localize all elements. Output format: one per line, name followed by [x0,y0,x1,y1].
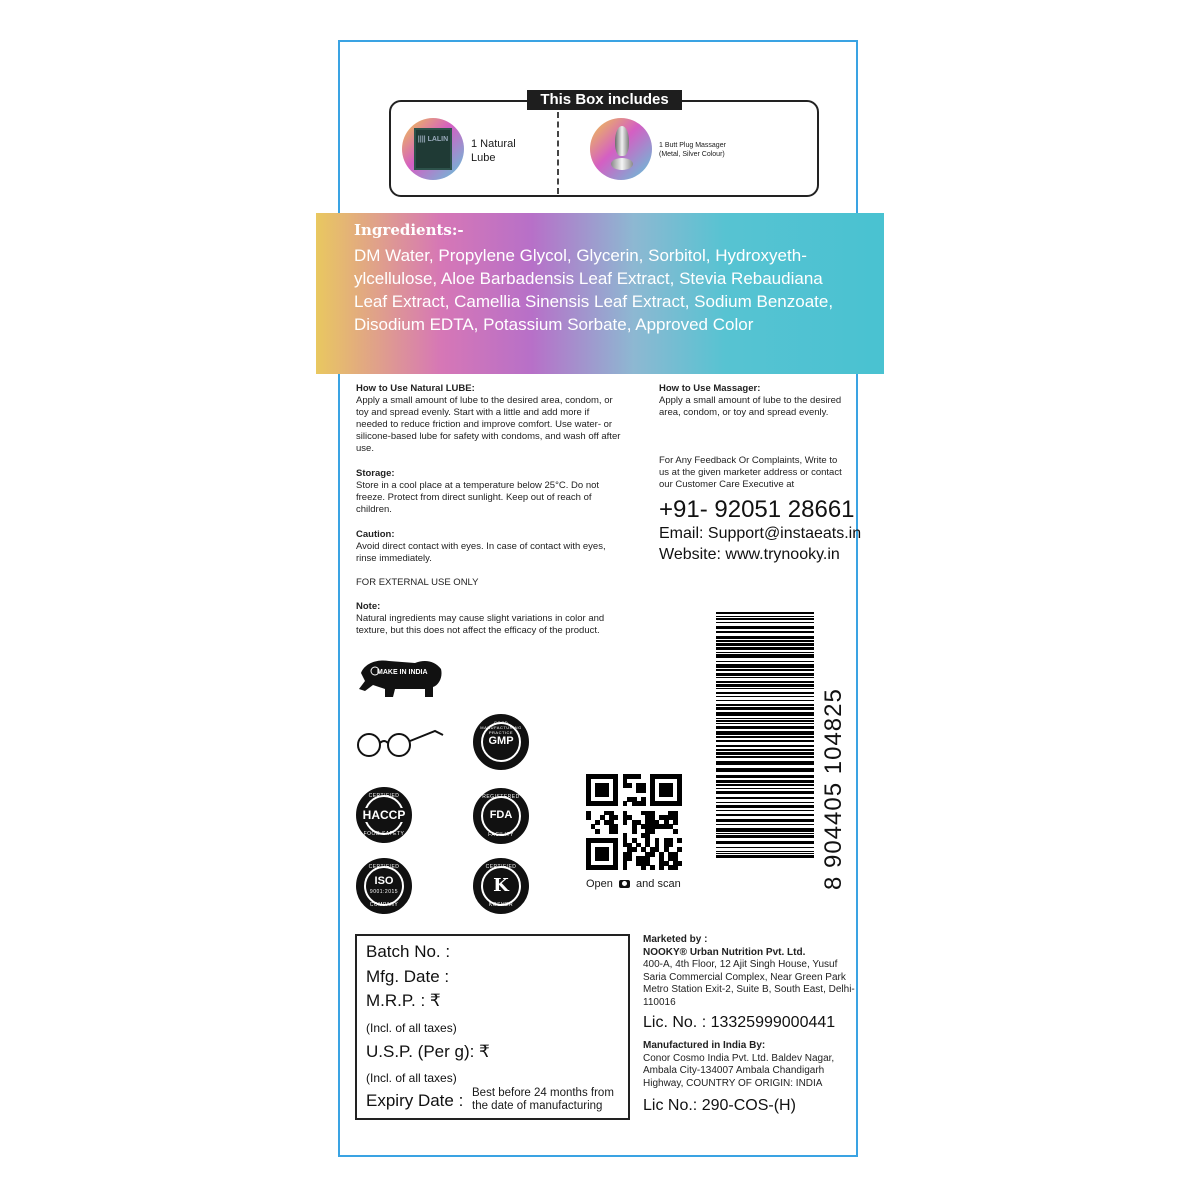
barcode-bar [716,673,814,676]
iso-badge-top: CERTIFIED [368,864,400,870]
mrp-incl-taxes: (Incl. of all taxes) [366,1021,457,1035]
batch-no: Batch No. : [366,942,451,961]
caution-text: Avoid direct contact with eyes. In case of contact with eyes, rinse immediately. [356,541,606,564]
barcode-bar [716,640,814,642]
lube-pack-text: |||| LALIN [417,136,449,143]
customer-care-phone: +91- 92051 28661 [659,496,855,523]
barcode-bar [716,740,814,742]
fda-badge [473,788,529,844]
qr-module [673,820,678,825]
barcode-bar [716,626,814,629]
iso-badge-bottom: COMPANY [369,902,399,908]
manufacturer-lic-no: Lic No.: 290-COS-(H) [643,1097,796,1114]
barcode-bar [716,749,814,751]
barcode-bar [716,661,814,662]
barcode-bar [716,700,814,701]
box-includes-divider [557,112,559,194]
barcode-bar [716,768,814,772]
barcode-bar [716,810,814,811]
qr-module [668,792,673,797]
massager-thumbnail [590,118,652,180]
ingredients-text: DM Water, Propylene Glycol, Glycerin, Sorbitol, Hydroxyethylcellulose, Aloe Barbadensis Leaf Extract, Stevia Rebaudiana Leaf Extract, Camellia Sinensis Leaf Extract, Sodium Benzoate, Disodium EDTA, Potassium Sorbate, Approved Color [354,246,834,334]
barcode-bar [716,622,814,623]
barcode-bar [716,756,814,758]
qr-module [668,843,673,848]
barcode-bar [716,802,814,803]
barcode-bar [716,835,814,838]
qr-module [595,820,600,825]
mfg-date: Mfg. Date : [366,967,450,986]
barcode-bar [716,696,814,697]
camera-icon [619,880,630,888]
plug-icon [615,126,629,172]
barcode [716,612,814,860]
note-text: Natural ingredients may cause slight variations in color and texture, but this does not affect the efficacy of the product. [356,613,605,636]
qr-module [673,829,678,834]
barcode-bar [716,731,814,735]
barcode-number: 8 904405 104825 [820,688,847,890]
how-to-use-massager-title: How to Use Massager: [659,383,761,394]
barcode-bar [716,780,814,783]
barcode-bar [716,841,814,844]
marketed-by-title: Marketed by : [643,934,708,945]
barcode-bar [716,805,814,808]
note-section [356,601,624,637]
barcode-bar [716,643,814,646]
barcode-bar [716,788,814,789]
marketed-by-section [643,934,858,1009]
marketer-company: NOOKY® Urban Nutrition Pvt. Ltd. [643,946,806,958]
usp-incl-taxes: (Incl. of all taxes) [366,1071,457,1085]
qr-caption-scan: and scan [636,878,681,890]
qr-module [627,856,632,861]
barcode-bar [716,647,814,650]
iso-badge [356,858,412,914]
note-title: Note: [356,601,381,612]
barcode-bar [716,851,814,852]
barcode-bar [716,723,814,724]
glasses-icon [355,725,445,761]
qr-module [613,829,618,834]
qr-module [641,801,646,806]
barcode-bar [716,688,814,689]
qr-code[interactable] [586,774,682,870]
qr-caption-open: Open [586,878,613,890]
barcode-bar [716,677,814,678]
barcode-number-wrap [818,612,848,892]
manufacturer-address: Conor Cosmo India Pvt. Ltd. Baldev Nagar, Ambala City-134007 Ambala Chandigarh Highway, COUNTRY OF ORIGIN: INDIA [643,1052,835,1089]
barcode-bar [716,664,814,668]
feedback-text: For Any Feedback Or Complaints, Write to us at the given marketer address or contact our Customer Care Executive at [659,455,842,490]
fda-badge-top: REGISTERED [482,794,520,800]
how-to-use-massager [659,383,857,419]
usp-per-g: U.S.P. (Per g): ₹ [366,1042,490,1061]
qr-module [604,792,609,797]
marketer-lic-no: Lic. No. : 13325999000441 [643,1014,836,1031]
barcode-bar [716,736,814,738]
lube-pack-icon [414,128,452,170]
box-includes-title: This Box includes [527,90,682,110]
barcode-bar [716,654,814,658]
barcode-bar [716,833,814,834]
expiry-date-label: Expiry Date : [366,1091,464,1110]
lube-item-label: 1 Natural Lube [471,138,516,164]
qr-module [677,861,682,866]
barcode-bar [716,784,814,786]
haccp-badge [356,787,412,843]
haccp-badge-main: HACCP [358,808,410,822]
batch-info-box [355,934,630,1120]
marketer-address: 400-A, 4th Floor, 12 Ajit Singh House, Yusuf Saria Commercial Complex, Near Green Park Metro Station Exit-2, Suite B, South East, Delhi-110016 [643,959,855,1008]
qr-module [632,829,637,834]
barcode-bar [716,847,814,848]
barcode-bar [716,853,814,854]
barcode-bar [716,824,814,825]
haccp-badge-bottom: FOOD SAFETY [363,831,405,837]
kosher-badge [473,858,529,914]
manufactured-by-title: Manufactured in India By: [643,1040,766,1051]
barcode-bar [716,797,814,799]
storage-title: Storage: [356,468,395,479]
how-to-use-lube-title: How to Use Natural LUBE: [356,383,475,394]
mrp: M.R.P. : ₹ [366,991,441,1010]
barcode-bar [716,855,814,858]
barcode-bar [716,652,814,653]
barcode-bar [716,681,814,683]
barcode-bar [716,791,814,794]
qr-module [595,829,600,834]
qr-module [623,865,628,870]
qr-module [677,801,682,806]
massager-item-label: 1 Butt Plug Massager (Metal, Silver Colour) [659,142,726,158]
make-in-india-logo [355,655,445,700]
qr-module [650,829,655,834]
barcode-bar [716,631,814,633]
qr-module [650,865,655,870]
qr-module [677,847,682,852]
gmp-badge-main: GMP [488,735,514,747]
qr-module [627,783,632,788]
barcode-bar [716,616,814,617]
caution-section [356,529,621,565]
qr-caption [586,878,681,890]
support-email: Email: Support@instaeats.in [659,525,862,542]
barcode-bar [716,828,814,832]
barcode-bar [716,707,814,710]
qr-module [604,856,609,861]
ingredients-title: Ingredients:- [354,221,464,239]
qr-module [586,815,591,820]
gmp-badge-ring: GOOD MANUFACTURING PRACTICE [480,720,522,735]
qr-module [641,788,646,793]
website-link: Website: www.trynooky.in [659,546,840,563]
qr-module [636,774,641,779]
barcode-bar [716,745,814,747]
barcode-bar [716,684,814,687]
qr-module [623,801,628,806]
barcode-bar [716,819,814,822]
qr-module [641,865,646,870]
qr-module [613,815,618,820]
barcode-bar [716,814,814,816]
kosher-badge-top: CERTIFIED [485,864,517,870]
iso-badge-code: 9001:2015 [369,889,399,895]
storage-section [356,468,621,516]
qr-module [677,838,682,843]
haccp-badge-top: CERTIFIED [368,793,400,799]
how-to-use-massager-text: Apply a small amount of lube to the desired area, condom, or toy and spread evenly. [659,395,842,418]
external-use-text: FOR EXTERNAL USE ONLY [356,577,479,588]
ingredients-band [316,213,884,374]
barcode-bar [716,718,814,719]
how-to-use-lube-text: Apply a small amount of lube to the desired area, condom, or toy and spread evenly. Start with a little and add more if needed to reduce friction and improve comfort. Use water- or silicone-based lube for safety with condoms, and wash off after use. [356,395,621,454]
qr-module [659,865,664,870]
barcode-bar [716,612,814,614]
barcode-bar [716,618,814,620]
expiry-date-text: Best before 24 months from the date of manufacturing [472,1087,614,1112]
barcode-bar [716,669,814,671]
barcode-bar [716,712,814,716]
gmp-badge [473,714,529,770]
barcode-bar [716,752,814,755]
qr-module [650,852,655,857]
storage-text: Store in a cool place at a temperature below 25°C. Do not freeze. Protect from direct sunlight. Keep out of reach of children. [356,480,600,515]
qr-module [613,801,618,806]
barcode-bar [716,704,814,706]
make-in-india-text: MAKE IN INDIA [377,669,428,676]
qr-module [613,865,618,870]
lube-thumbnail [402,118,464,180]
kosher-badge-main: K [493,875,509,896]
barcode-bar [716,636,814,639]
barcode-bar [716,775,814,778]
how-to-use-lube [356,383,621,455]
manufactured-by-section [643,1040,858,1090]
qr-module [632,847,637,852]
barcode-bar [716,726,814,729]
barcode-bar [716,720,814,722]
qr-module [623,820,628,825]
fda-badge-bottom: FACILITY [488,832,514,838]
fda-badge-main: FDA [489,809,513,821]
qr-module [673,865,678,870]
caution-title: Caution: [356,529,395,540]
barcode-bar [716,761,814,765]
barcode-bar [716,692,814,694]
iso-badge-main: ISO [374,875,394,887]
kosher-badge-bottom: KOSHER [488,902,514,908]
